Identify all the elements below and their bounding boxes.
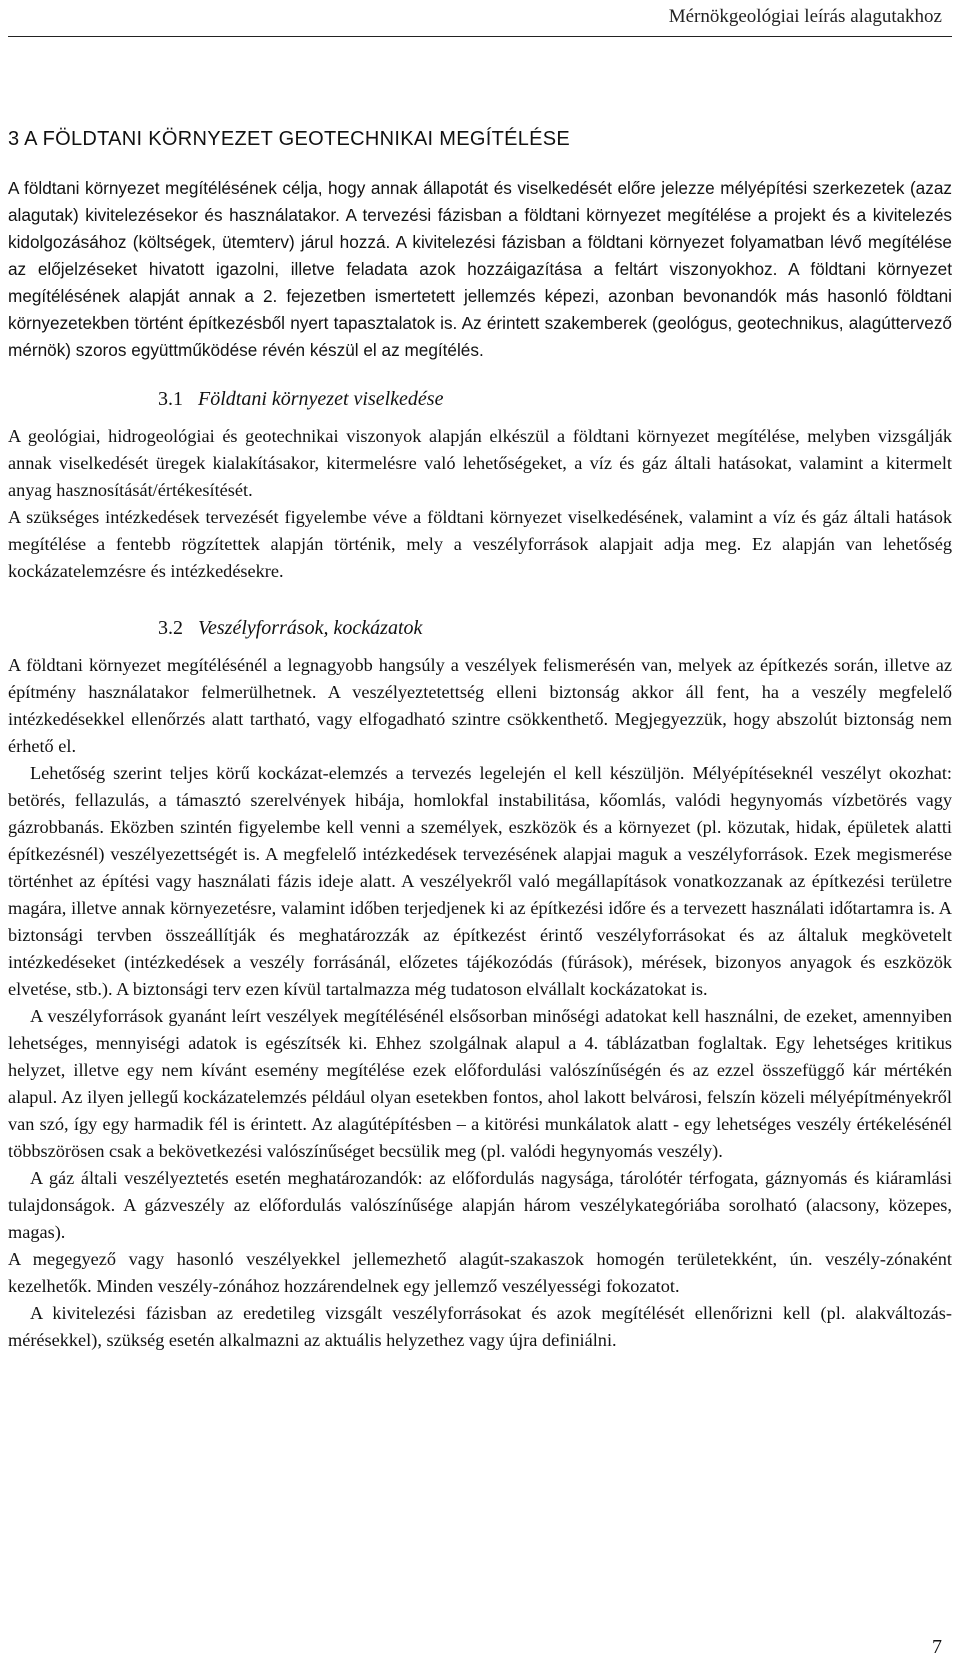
- page-number: 7: [932, 1636, 942, 1658]
- paragraph: A gáz általi veszélyeztetés esetén meghatározandók: az előfordulás nagysága, tárolótér térfogata, gáznyomás és kiáramlási tulajdonságok. A gázveszély az előfordulás valószínűsége alapján három veszélykategóriába sorolható (alacsony, közepes, magas).: [8, 1168, 952, 1242]
- paragraph: A szükséges intézkedések tervezését figyelembe véve a földtani környezet viselkedésének, valamint a víz és gáz általi hatások megítélése a fentebb rögzítettek alapján történik, mely a veszélyforrások alapjait adja meg. Ez alapján van lehetőség kockázatelemzésre és intézkedésekre.: [8, 507, 952, 581]
- section-heading-3-1: [158, 386, 952, 413]
- section-title: Földtani környezet viselkedése: [198, 388, 444, 410]
- section-number: 3.1: [158, 388, 183, 410]
- section-title: Veszélyforrások, kockázatok: [198, 617, 423, 639]
- paragraph: A geológiai, hidrogeológiai és geotechnikai viszonyok alapján elkészül a földtani környezet megítélése, melyben vizsgálják annak viselkedését üregek kialakításakor, kitermelésre való lehetőségeket, a víz és gáz általi hatásokat, valamint a kitermelt anyag hasznosítását/értékesítését.: [8, 426, 952, 500]
- paragraph: A kivitelezési fázisban az eredetileg vizsgált veszélyforrásokat és azok megítélését ellenőrizni kell (pl. alakváltozás-mérésekkel), szükség esetén alkalmazni az aktuális helyzethez vagy újra definiálni.: [8, 1303, 952, 1350]
- chapter-intro-paragraph: A földtani környezet megítélésének célja, hogy annak állapotát és viselkedését előre jelezze mélyépítési szerkezetek (azaz alagutak) kivitelezésekor és használatakor. A tervezési fázisban a földtani környezet megítélése a projekt és a kivitelezés kidolgozásához (költségek, ütemterv) járul hozzá. A kivitelezési fázisban a földtani környezet folyamatban lévő megítélése az előjelzéseket hivatott igazolni, illetve feladata azok hozzáigazítása a feltárt viszonyokhoz. A földtani környezet megítélésének alapját annak a 2. fejezetben ismertetett jellemzés képezi, azonban bevonandók más hasonló földtani környezetekben történt építkezésből nyert tapasztalatok is. Az érintett szakemberek (geológus, geotechnikus, alagúttervező mérnök) szoros együttműködése révén készül el az megítélés.: [8, 178, 952, 360]
- paragraph: A veszélyforrások gyanánt leírt veszélyek megítélésénél elsősorban minőségi adatokat kell használni, de ezeket, amennyiben lehetséges, mennyiségi adatok is egészítsék ki. Ehhez szolgálnak alapul a 4. táblázatban foglaltak. Egy lehetséges kritikus helyzet, illetve egy nem kívánt esemény megítélése ezek előfordulási valószínűségén és az ezzel összefüggő kár mértékén alapul. Az ilyen jellegű kockázatelemzés például olyan esetekben fontos, ahol lakott belvárosi, felszín közeli mélyépítményekről van szó, így egy harmadik fél is érintett. Az alagútépítésben – a kitörési munkálatok alatt - egy lehetséges veszély értékelésénél többszörösen csak a bekövetkezési valószínűséget becsülik meg (pl. valódi hegynyomás veszély).: [8, 1006, 952, 1161]
- paragraph: A földtani környezet megítélésénél a legnagyobb hangsúly a veszélyek felismerésén van, melyek az építkezés során, illetve az építmény használatakor felmerülhetnek. A veszélyeztetettség elleni biztonság akkor áll fent, ha a veszély megfelelő intézkedésekkel ellenőrzés alatt tartható, vagy elfogadható szintre csökkenthető. Megjegyezzük, hogy abszolút biztonság nem érhető el.: [8, 655, 952, 756]
- paragraph: A megegyező vagy hasonló veszélyekkel jellemezhető alagút-szakaszok homogén területekként, ún. veszély-zónaként kezelhetők. Minden veszély-zónához hozzárendelnek egy jellemző veszélyességi fokozatot.: [8, 1249, 952, 1296]
- header-divider: [8, 36, 952, 37]
- page-content: [8, 118, 952, 1354]
- section-number: 3.2: [158, 617, 183, 639]
- paragraph: Lehetőség szerint teljes körű kockázat-elemzés a tervezés legelején el kell készüljön. Mélyépítéseknél veszélyt okozhat: betörés, fellazulás, a támasztó szerelvények hibája, homlokfal instabilitása, kőomlás, valódi hegynyomás vízbetörés vagy gázrobbanás. Eközben szintén figyelembe kell venni a személyek, eszközök és a környezet (pl. közutak, hidak, épületek alatti építkezésnél) veszélyezettségét is. A megfelelő intézkedések tervezésének alapjai maguk a veszélyforrások. Ezek megismerése történhet az építési vagy használati fázis ideje alatt. A veszélyekről való megállapítások vonatkozzanak az építkezési területre magára, illetve annak környezetésre, valamint időben terjedjenek ki az építkezési időre és a tervezett használati időtartamra is. A biztonsági tervben összeállítják és meghatározzák az építkezést érintő veszélyforrásokat és az általuk megkövetelt intézkedéseket (intézkedések a veszély forrásánál, előzetes tájékozódás (fúrások), mérések, bizonyos anyagok és eszközök elvetése, stb.). A biztonsági terv ezen kívül tartalmazza még tudatoson elvállalt kockázatokat is.: [8, 763, 952, 999]
- running-header: Mérnökgeológiai leírás alagutakhoz: [668, 6, 942, 27]
- section-heading-3-2: [158, 615, 952, 642]
- chapter-heading: 3 A FÖLDTANI KÖRNYEZET GEOTECHNIKAI MEGÍTÉLÉSE: [8, 128, 571, 150]
